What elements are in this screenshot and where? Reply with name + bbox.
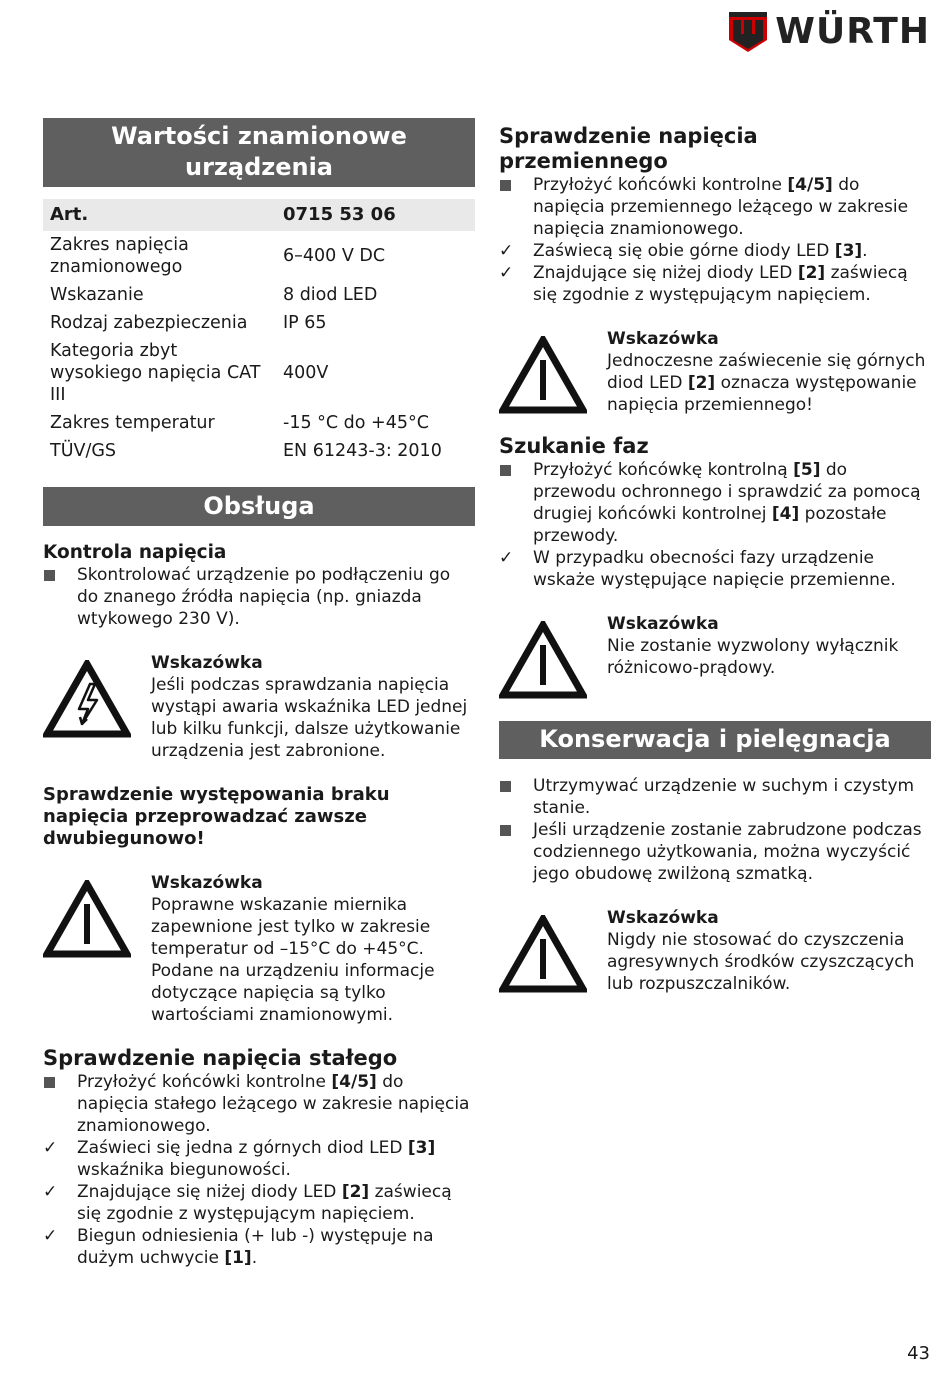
voltage-check-list — [43, 564, 475, 630]
dc-heading: Sprawdzenie napięcia stałego — [43, 1046, 398, 1070]
checkmark-icon: ✓ — [43, 1226, 58, 1246]
table-header-value: 0715 53 06 — [276, 199, 475, 231]
table-row — [43, 437, 475, 465]
list-item: ✓ Znajdujące się niżej diody LED [2] zaświecą się zgodnie z występującym napięciem. — [43, 1182, 452, 1224]
row-key: Wskazanie — [50, 285, 144, 305]
note-text: Nie zostanie wyzwolony wyłącznik różnicowo-prądowy. — [607, 636, 899, 678]
row-key: Rodzaj zabezpieczenia — [50, 313, 248, 333]
square-bullet-icon — [500, 825, 511, 836]
list-item: ✓ Biegun odniesienia (+ lub -) występuje na dużym uchwycie [1]. — [43, 1226, 434, 1268]
note-text: Nigdy nie stosować do czyszczenia agresywnych środków czyszczących lub rozpuszczalników. — [607, 930, 915, 994]
list-item: Przyłożyć końcówkę kontrolną [5] do przewodu ochronnego i sprawdzić za pomocą drugiej końcówki kontrolnej [4] pozostałe przewody. — [499, 459, 931, 547]
checkmark-icon: ✓ — [43, 1182, 58, 1202]
wurth-logo-icon — [729, 12, 767, 52]
warning-icon — [499, 907, 607, 995]
note-text: Poprawne wskazanie miernika zapewnione jest tylko w zakresie temperatur od –15°C do +45°C. — [151, 895, 431, 959]
list-item: Przyłożyć końcówki kontrolne [4/5] do napięcia stałego leżącego w zakresie napięcia znamionowego. — [43, 1071, 475, 1137]
warning-icon — [43, 872, 151, 1026]
ac-heading: Sprawdzenie napięcia przemiennego — [499, 124, 758, 173]
ratings-title: Wartości znamionowe urządzenia — [43, 118, 475, 187]
list-item: Jeśli urządzenie zostanie zabrudzone podczas codziennego użytkowania, można wyczyścić jego obudowę zwilżoną szmatką. — [499, 819, 931, 885]
note-title: Wskazówka — [607, 329, 719, 349]
list-item: ✓ Znajdujące się niżej diody LED [2] zaświecą się zgodnie z występującym napięciem. — [499, 263, 908, 305]
left-column — [43, 118, 475, 1269]
list-item: Utrzymywać urządzenie w suchym i czystym stanie. — [499, 775, 931, 819]
row-value: -15 °C do +45°C — [283, 413, 429, 433]
page-number: 43 — [907, 1343, 930, 1364]
row-value: 8 diod LED — [283, 285, 378, 305]
right-column — [499, 124, 931, 995]
note-title: Wskazówka — [151, 873, 263, 893]
table-row — [43, 337, 475, 409]
square-bullet-icon — [500, 781, 511, 792]
note-led-failure — [43, 652, 475, 762]
row-key: Zakres napięcia znamionowego — [50, 235, 189, 277]
square-bullet-icon — [500, 180, 511, 191]
table-row — [43, 409, 475, 437]
note-text: Jednoczesne zaświecenie się górnych diod LED [2] oznacza występowanie napięcia przemiennego! — [607, 351, 926, 415]
care-title: Konserwacja i pielęgnacja — [499, 721, 931, 759]
list-item: Skontrolować urządzenie po podłączeniu go do znanego źródła napięcia (np. gniazda wtykowego 230 V). — [43, 564, 475, 630]
note-title: Wskazówka — [151, 653, 263, 673]
operation-title: Obsługa — [43, 487, 475, 526]
brand-name: WÜRTH — [775, 11, 930, 52]
table-row — [43, 309, 475, 337]
warning-icon — [499, 328, 607, 416]
list-item: ✓ Zaświecą się obie górne diody LED [3]. — [499, 241, 868, 261]
row-key: TÜV/GS — [50, 441, 117, 461]
warning-icon — [499, 613, 607, 699]
square-bullet-icon — [500, 465, 511, 476]
list-item: Przyłożyć końcówki kontrolne [4/5] do napięcia przemiennego leżącego w zakresie napięcia znamionowego. — [499, 174, 931, 240]
table-header-key: Art. — [43, 199, 276, 231]
checkmark-icon: ✓ — [499, 241, 514, 261]
ratings-table — [43, 199, 475, 465]
note-temperature — [43, 872, 475, 1026]
row-value: 400V — [283, 363, 329, 383]
note-title: Wskazówka — [607, 614, 719, 634]
dc-list — [43, 1071, 475, 1269]
two-pole-warning: Sprawdzenie występowania braku napięcia przeprowadzać zawsze dwubiegunowo! — [43, 784, 390, 849]
note-cleaning — [499, 907, 931, 995]
square-bullet-icon — [44, 570, 55, 581]
phase-heading: Szukanie faz — [499, 434, 649, 458]
table-row — [43, 281, 475, 309]
note-ac — [499, 328, 931, 416]
table-row — [43, 231, 475, 281]
note-text: Jeśli podczas sprawdzania napięcia wystąpi awaria wskaźnika LED jednej lub kilku funkcji, dalsze użytkowanie urządzenia jest zabronione. — [151, 675, 468, 761]
high-voltage-warning-icon — [43, 652, 151, 762]
note-title: Wskazówka — [607, 908, 719, 928]
checkmark-icon: ✓ — [43, 1138, 58, 1158]
note-rcd — [499, 613, 931, 699]
row-value: 6–400 V DC — [283, 246, 386, 266]
checkmark-icon: ✓ — [499, 263, 514, 283]
checkmark-icon: ✓ — [499, 548, 514, 568]
ac-list — [499, 174, 931, 306]
care-list — [499, 775, 931, 885]
note-text: Podane na urządzeniu informacje dotyczące napięcia są tylko wartościami znamionowymi. — [151, 961, 435, 1025]
list-item: ✓ W przypadku obecności fazy urządzenie wskaże występujące napięcie przemienne. — [499, 548, 896, 590]
row-key: Kategoria zbyt wysokiego napięcia CAT III — [50, 341, 261, 405]
row-value: IP 65 — [283, 313, 327, 333]
voltage-check-heading: Kontrola napięcia — [43, 542, 227, 563]
row-value: EN 61243-3: 2010 — [283, 441, 442, 461]
brand-logo — [729, 12, 930, 52]
square-bullet-icon — [44, 1077, 55, 1088]
row-key: Zakres temperatur — [50, 413, 215, 433]
list-item: ✓ Zaświeci się jedna z górnych diod LED [3] wskaźnika biegunowości. — [43, 1138, 436, 1180]
table-header-row — [43, 199, 475, 231]
phase-list — [499, 459, 931, 591]
